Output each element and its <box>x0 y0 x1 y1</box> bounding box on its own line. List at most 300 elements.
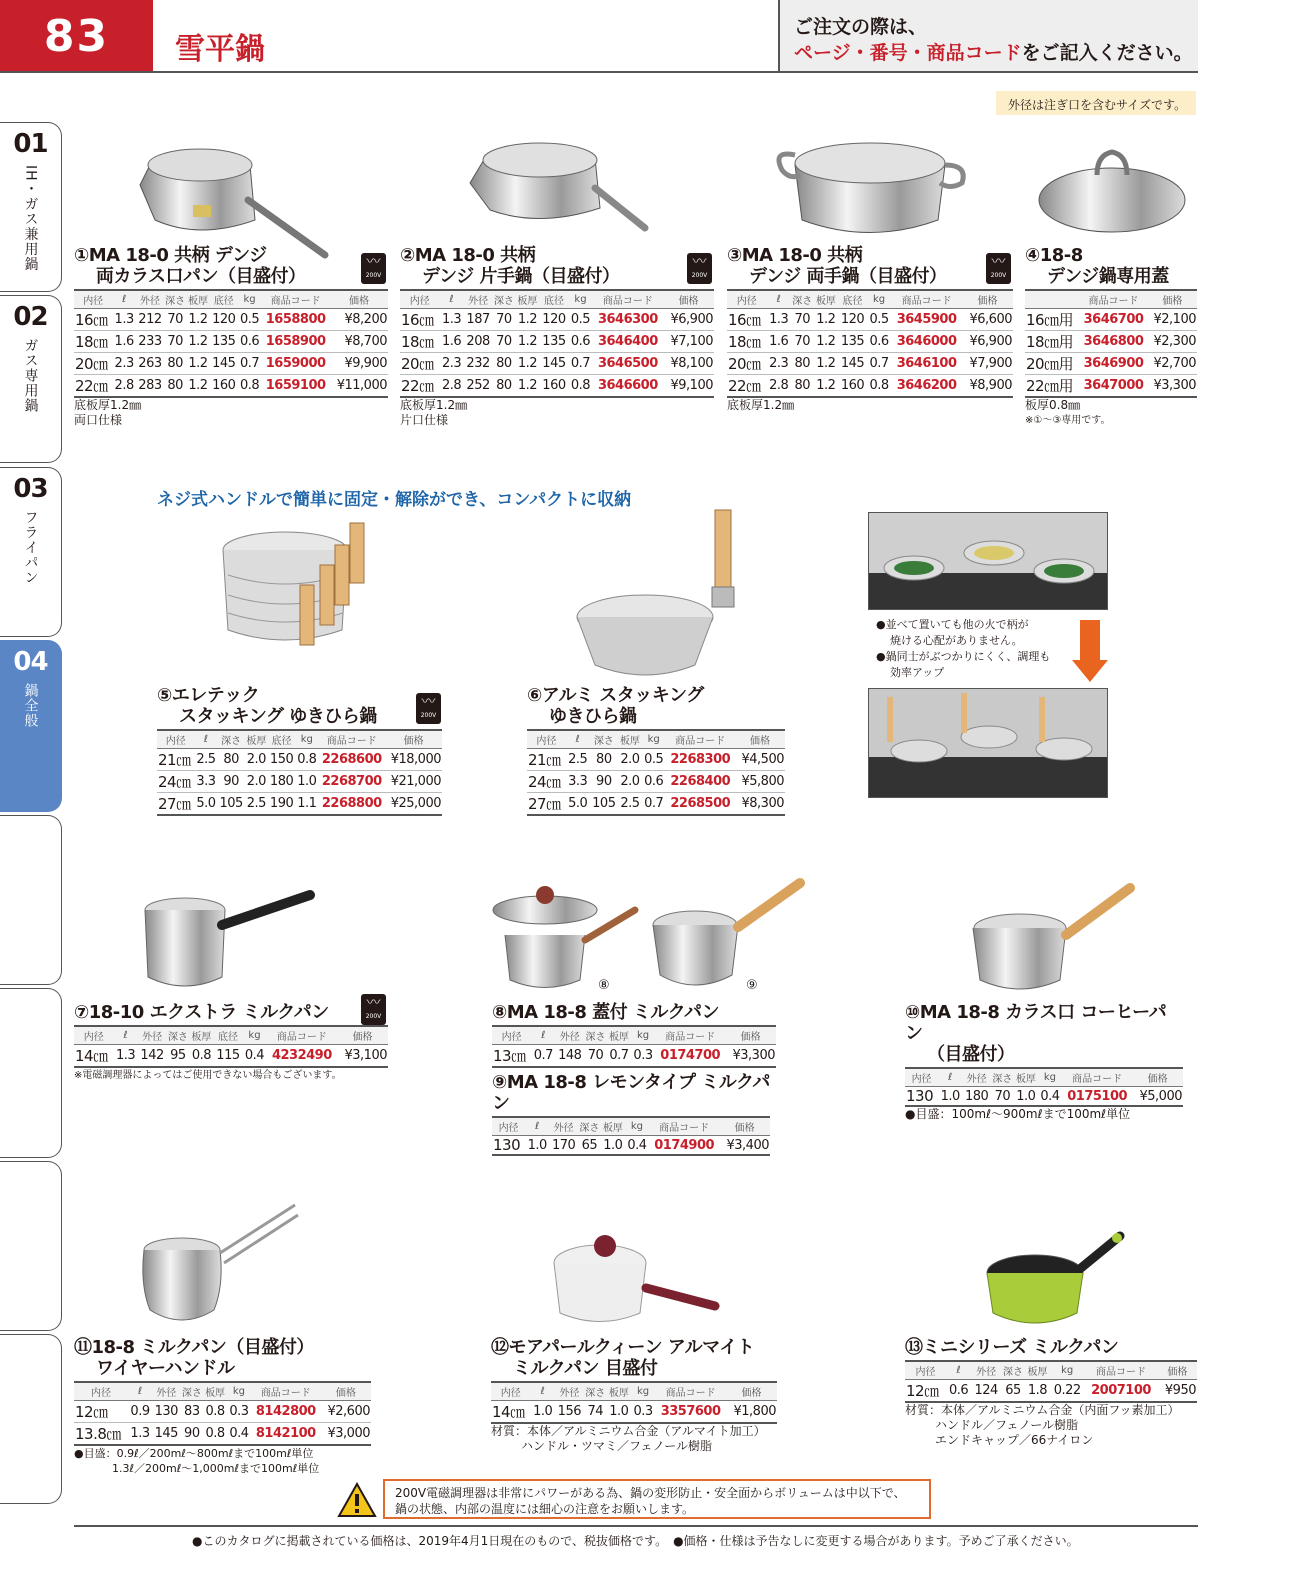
spec-cell: 283 <box>136 375 164 398</box>
product-note: ハンドル／フェノール樹脂 <box>935 1418 1079 1432</box>
size-cell: 18㎝ <box>74 331 112 353</box>
spec-cell: 0.3 <box>631 1045 655 1068</box>
spec-cell: 2.3 <box>767 353 791 375</box>
product-code-cell: 1659000 <box>261 353 330 375</box>
price-cell: ¥5,000 <box>1132 1087 1183 1107</box>
column-header: 価格 <box>1158 1361 1197 1380</box>
column-header: 外径 <box>549 1117 578 1136</box>
column-header: 内径 <box>157 730 195 749</box>
column-header: 板厚 <box>245 730 268 749</box>
200v-badge <box>361 994 386 1025</box>
column-header: 価格 <box>735 730 785 749</box>
spec-cell: 2.0 <box>618 749 642 771</box>
column-header: 板厚 <box>186 290 210 309</box>
column-header: 内径 <box>905 1361 946 1380</box>
table-header-row <box>1025 290 1197 309</box>
size-cell: 18㎝ <box>727 331 767 353</box>
product-name-line2: ワイヤーハンドル <box>96 1358 235 1379</box>
product-code-cell: 2268800 <box>318 793 385 816</box>
size-cell: 13.8㎝ <box>74 1423 128 1446</box>
spec-cell: 0.8 <box>203 1401 227 1423</box>
column-header: 深さ <box>217 730 244 749</box>
product-name-line2: ゆきひら鍋 <box>549 706 637 727</box>
product-image-6 <box>575 505 750 680</box>
column-header: 板厚 <box>1025 1361 1050 1380</box>
column-header: kg <box>625 1117 649 1136</box>
column-header: 価格 <box>663 290 714 309</box>
table-row <box>527 771 785 793</box>
column-header: ℓ <box>525 1117 549 1136</box>
size-cell: 20㎝ <box>74 353 112 375</box>
column-header: 価格 <box>719 1117 770 1136</box>
product-code-cell: 1659100 <box>261 375 330 398</box>
product-image-1 <box>130 125 330 265</box>
table-row <box>727 375 1013 398</box>
product-code-cell: 1658800 <box>261 309 330 331</box>
column-header: 商品コード <box>1084 1361 1157 1380</box>
spec-table <box>74 1025 388 1068</box>
spec-cell: 1.2 <box>186 353 210 375</box>
spec-cell: 80 <box>164 375 186 398</box>
size-cell: 22㎝ <box>727 375 767 398</box>
column-header: ℓ <box>112 290 136 309</box>
spec-cell: 180 <box>268 771 295 793</box>
price-cell: ¥6,900 <box>663 309 714 331</box>
product-name-line1: ⑤エレテック <box>157 685 260 706</box>
size-cell: 12㎝ <box>905 1380 946 1403</box>
product-image-3 <box>770 125 970 240</box>
product-name-line1: ①MA 18-0 共柄 デンジ <box>74 245 267 266</box>
sidebar-tab-04[interactable] <box>0 640 62 812</box>
product-name-line1: ②MA 18-0 共柄 <box>400 245 536 266</box>
usage-note: ●鍋同士がぶつかりにくく、調理も <box>876 650 1051 663</box>
column-header: 内径 <box>492 1026 531 1045</box>
order-note-line2 <box>794 40 1198 66</box>
table-header-row <box>905 1361 1197 1380</box>
product-image-10 <box>970 880 1135 998</box>
200v-badge <box>416 693 441 724</box>
product-code-cell: 3357600 <box>655 1401 726 1424</box>
product-code-cell: 8142800 <box>251 1401 321 1423</box>
product-code-cell: 3646900 <box>1079 353 1147 375</box>
product-code-cell: 2268300 <box>666 749 735 771</box>
spec-cell: 1.6 <box>439 331 463 353</box>
column-header: kg <box>238 290 262 309</box>
spec-cell: 1.3 <box>113 1045 137 1068</box>
spec-cell: 0.4 <box>242 1045 266 1068</box>
column-header: 外径 <box>962 1068 991 1087</box>
column-header: 内径 <box>74 290 112 309</box>
spec-cell: 160 <box>838 375 867 398</box>
product-note: ●目盛：0.9ℓ／200mℓ～800mℓまで100mℓ単位 <box>74 1447 314 1460</box>
spec-cell: 0.3 <box>227 1401 251 1423</box>
sidebar-tab-01[interactable] <box>0 122 62 292</box>
size-cell: 27㎝ <box>527 793 566 816</box>
sidebar-tab-03[interactable] <box>0 467 62 637</box>
spec-cell: 0.7 <box>642 793 666 816</box>
column-header: 価格 <box>321 1382 371 1401</box>
table-header-row <box>74 1026 388 1045</box>
column-header: ℓ <box>566 730 590 749</box>
table-header-row <box>400 290 714 309</box>
spec-cell: 156 <box>555 1401 584 1424</box>
spec-cell: 145 <box>540 353 569 375</box>
product-code-cell: 3645900 <box>891 309 962 331</box>
product-code-cell: 3647000 <box>1079 375 1147 398</box>
table-row <box>400 375 714 398</box>
product-name-line1: ③MA 18-0 共柄 <box>727 245 863 266</box>
order-note-line1: ご注文の際は、 <box>794 16 928 38</box>
product-image-4 <box>1035 140 1190 240</box>
spec-cell: 1.0 <box>525 1136 549 1156</box>
product-13 <box>905 1337 1197 1448</box>
200v-badge <box>361 253 386 284</box>
spec-cell: 150 <box>268 749 295 771</box>
spec-cell: 1.3 <box>439 309 463 331</box>
price-cell: ¥8,200 <box>330 309 388 331</box>
spec-cell: 0.5 <box>568 309 592 331</box>
column-header: 板厚 <box>189 1026 213 1045</box>
spec-cell: 190 <box>268 793 295 816</box>
product-note: 材質：本体／アルミニウム合金（内面フッ素加工） <box>905 1403 1180 1417</box>
column-header: ℓ <box>938 1068 962 1087</box>
product-name <box>727 245 1014 287</box>
price-cell: ¥2,700 <box>1148 353 1197 375</box>
spec-cell: 70 <box>164 309 186 331</box>
column-header: 底径 <box>268 730 295 749</box>
spec-cell: 83 <box>181 1401 204 1423</box>
size-cell: 20㎝ <box>727 353 767 375</box>
product-8 <box>492 1002 776 1068</box>
price-cell: ¥4,500 <box>735 749 785 771</box>
product-9 <box>492 1072 770 1156</box>
spec-cell: 105 <box>590 793 618 816</box>
size-cell: 20㎝用 <box>1025 353 1079 375</box>
spec-cell: 0.5 <box>642 749 666 771</box>
product-3 <box>727 245 1014 413</box>
column-header: kg <box>642 730 666 749</box>
usage-photo-2 <box>868 688 1108 798</box>
spec-cell: 1.2 <box>186 331 210 353</box>
spec-table <box>492 1025 776 1068</box>
spec-cell: 263 <box>136 353 164 375</box>
spec-cell: 1.2 <box>814 375 838 398</box>
spec-cell: 80 <box>493 375 516 398</box>
spec-cell: 0.4 <box>625 1136 649 1156</box>
price-cell: ¥11,000 <box>330 375 388 398</box>
column-header: ℓ <box>195 730 218 749</box>
spec-cell: 80 <box>217 749 244 771</box>
column-header: 深さ <box>1001 1361 1025 1380</box>
spec-cell: 0.5 <box>238 309 262 331</box>
sidebar-tab-empty-6[interactable] <box>0 988 62 1158</box>
spec-cell: 70 <box>991 1087 1014 1107</box>
spec-cell: 2.5 <box>195 749 218 771</box>
column-header: 深さ <box>164 290 186 309</box>
spec-cell: 105 <box>217 793 244 816</box>
sidebar-tab-label: ガス専用鍋 <box>22 338 39 413</box>
spec-cell: 90 <box>217 771 244 793</box>
price-cell: ¥21,000 <box>385 771 442 793</box>
column-header: 価格 <box>1148 290 1197 309</box>
column-header: 板厚 <box>607 1026 631 1045</box>
arrow-down-icon <box>1072 620 1108 682</box>
spec-cell: 65 <box>578 1136 601 1156</box>
product-name-line1: ④18-8 <box>1025 245 1083 266</box>
spec-cell: 0.8 <box>189 1045 213 1068</box>
spec-cell: 1.2 <box>515 309 539 331</box>
spec-cell: 0.8 <box>203 1423 227 1446</box>
column-header: kg <box>1038 1068 1062 1087</box>
product-code-cell: 3646200 <box>891 375 962 398</box>
spec-cell: 1.0 <box>607 1401 631 1424</box>
column-header: 板厚 <box>515 290 539 309</box>
warning-line1: 200V電磁調理器は非常にパワーがある為、鍋の変形防止・安全面からボリュームは中以下で、 <box>395 1486 906 1500</box>
spec-cell: 80 <box>791 353 814 375</box>
column-header: ℓ <box>531 1026 555 1045</box>
sidebar-tab-empty-5[interactable] <box>0 815 62 985</box>
table-row <box>400 331 714 353</box>
column-header: 底径 <box>540 290 569 309</box>
200v-label: 200V <box>691 272 708 279</box>
spec-cell: 2.5 <box>618 793 642 816</box>
product-10 <box>905 1002 1183 1122</box>
product-code-cell: 0175100 <box>1062 1087 1132 1107</box>
price-cell: ¥950 <box>1158 1380 1197 1403</box>
spec-table <box>74 1381 371 1446</box>
table-header-row <box>727 290 1013 309</box>
price-cell: ¥7,100 <box>663 331 714 353</box>
product-2 <box>400 245 715 428</box>
column-header: 内径 <box>74 1382 128 1401</box>
table-row <box>492 1136 770 1156</box>
price-cell: ¥9,900 <box>330 353 388 375</box>
column-header: 外径 <box>464 290 493 309</box>
usage-notes <box>876 617 1050 681</box>
product-note: 1.3ℓ／200mℓ～1,000mℓまで100mℓ単位 <box>112 1462 320 1475</box>
spec-cell: 1.0 <box>1014 1087 1038 1107</box>
column-header: 外径 <box>138 1026 167 1045</box>
usage-note: ●並べて置いても他の火で柄が <box>876 618 1029 631</box>
column-header: 外径 <box>555 1026 584 1045</box>
product-5 <box>157 685 442 816</box>
column-header: ℓ <box>767 290 791 309</box>
product-name <box>905 1002 1183 1065</box>
spec-table <box>727 289 1013 398</box>
product-code-cell: 3646500 <box>593 353 664 375</box>
product-image-9 <box>650 875 805 995</box>
product-code-cell: 2268700 <box>318 771 385 793</box>
price-cell: ¥7,900 <box>962 353 1013 375</box>
column-header: 板厚 <box>618 730 642 749</box>
sidebar-tab-empty-8[interactable] <box>0 1334 62 1504</box>
table-row <box>527 749 785 771</box>
sidebar-tab-02[interactable] <box>0 295 62 463</box>
induction-icon: 〰 <box>421 694 436 710</box>
200v-label: 200V <box>990 272 1007 279</box>
column-header: ℓ <box>439 290 463 309</box>
spec-cell: 80 <box>493 353 516 375</box>
column-header: kg <box>295 730 318 749</box>
product-code-cell: 0174900 <box>649 1136 719 1156</box>
column-header: 価格 <box>726 1382 777 1401</box>
spec-table <box>492 1116 770 1156</box>
product-note: 底板厚1.2㎜ <box>727 398 795 412</box>
price-cell: ¥3,100 <box>337 1045 388 1068</box>
spec-cell: 1.2 <box>814 309 838 331</box>
induction-icon: 〰 <box>991 254 1006 270</box>
price-cell: ¥25,000 <box>385 793 442 816</box>
column-header: 内径 <box>727 290 767 309</box>
product-code-cell: 3646800 <box>1079 331 1147 353</box>
column-header: 深さ <box>578 1117 601 1136</box>
page-number: 83 <box>0 0 153 73</box>
price-cell: ¥3,000 <box>321 1423 371 1446</box>
product-note: 底板厚1.2㎜ <box>74 398 142 412</box>
spec-cell: 2.0 <box>618 771 642 793</box>
table-row <box>1025 331 1197 353</box>
spec-cell: 120 <box>838 309 867 331</box>
column-header: kg <box>242 1026 266 1045</box>
size-cell: 16㎝用 <box>1025 309 1079 331</box>
column-header: 内径 <box>492 1117 525 1136</box>
product-code-cell: 1658900 <box>261 331 330 353</box>
size-cell: 24㎝ <box>527 771 566 793</box>
spec-table <box>491 1381 777 1424</box>
size-cell: 18㎝用 <box>1025 331 1079 353</box>
product-code-cell: 4232490 <box>267 1045 338 1068</box>
product-note: ハンドル・ツマミ／フェノール樹脂 <box>521 1439 713 1453</box>
spec-cell: 0.4 <box>1038 1087 1062 1107</box>
spec-cell: 0.6 <box>642 771 666 793</box>
spec-cell: 130 <box>152 1401 181 1423</box>
spec-cell: 145 <box>838 353 867 375</box>
spec-cell: 233 <box>136 331 164 353</box>
200v-badge <box>986 253 1011 284</box>
product-name-line1: ⑬ミニシリーズ ミルクパン <box>905 1337 1119 1358</box>
200v-label: 200V <box>420 712 437 719</box>
spec-table <box>905 1360 1197 1403</box>
usage-photo-1 <box>868 512 1108 610</box>
spec-cell: 0.9 <box>128 1401 152 1423</box>
product-name-line2: デンジ 片手鍋（目盛付） <box>422 266 620 287</box>
product-name <box>1025 245 1197 287</box>
product-12 <box>491 1337 777 1454</box>
column-header <box>1025 290 1079 309</box>
size-cell: 16㎝ <box>400 309 439 331</box>
product-code-cell: 2268400 <box>666 771 735 793</box>
table-row <box>905 1087 1183 1107</box>
price-cell: ¥3,400 <box>719 1136 770 1156</box>
spec-cell: 135 <box>838 331 867 353</box>
sidebar-tab-number: 04 <box>13 647 48 677</box>
spec-cell: 0.6 <box>238 331 262 353</box>
spec-cell: 145 <box>210 353 238 375</box>
spec-cell: 2.5 <box>245 793 268 816</box>
column-header: 深さ <box>791 290 814 309</box>
product-7 <box>74 995 389 1083</box>
spec-cell: 2.3 <box>439 353 463 375</box>
price-cell: ¥2,300 <box>1148 331 1197 353</box>
column-header: 商品コード <box>318 730 385 749</box>
spec-cell: 1.2 <box>814 353 838 375</box>
product-name-line2: デンジ鍋専用蓋 <box>1047 266 1169 287</box>
spec-cell: 0.6 <box>867 331 891 353</box>
column-header: ℓ <box>531 1382 555 1401</box>
size-cell: 13㎝ <box>492 1045 531 1068</box>
column-header: 外径 <box>971 1361 1001 1380</box>
spec-cell: 124 <box>971 1380 1001 1403</box>
table-header-row <box>527 730 785 749</box>
spec-cell: 180 <box>962 1087 991 1107</box>
product-name-line2: スタッキング ゆきひら鍋 <box>179 706 377 727</box>
order-note-red: ページ・番号・商品コード <box>794 42 1022 64</box>
sidebar-tab-empty-7[interactable] <box>0 1161 62 1331</box>
spec-cell: 2.8 <box>112 375 136 398</box>
spec-table <box>74 289 388 398</box>
product-code-cell: 3646100 <box>891 353 962 375</box>
size-cell: 24㎝ <box>157 771 195 793</box>
spec-cell: 0.7 <box>607 1045 631 1068</box>
table-row <box>74 1401 371 1423</box>
sidebar-tab-label: IH・ガス兼用鍋 <box>22 165 39 272</box>
spec-cell: 170 <box>549 1136 578 1156</box>
warning-icon <box>337 1482 377 1518</box>
column-header: 深さ <box>493 290 516 309</box>
sidebar-tab-number: 01 <box>13 129 48 159</box>
spec-cell: 135 <box>540 331 569 353</box>
order-note-rest: をご記入ください。 <box>1021 42 1193 64</box>
size-cell: 14㎝ <box>491 1401 531 1424</box>
product-name-line2: （目盛付） <box>927 1044 1015 1065</box>
table-row <box>157 771 442 793</box>
marker-8: ⑧ <box>598 978 610 993</box>
spec-cell: 187 <box>464 309 493 331</box>
price-cell: ¥8,100 <box>663 353 714 375</box>
table-row <box>74 1423 371 1446</box>
product-name-line1: ⑦18-10 エクストラ ミルクパン <box>74 1002 329 1023</box>
price-cell: ¥2,100 <box>1148 309 1197 331</box>
column-header: ℓ <box>946 1361 971 1380</box>
product-note: 両口仕様 <box>74 413 123 427</box>
spec-cell: 3.3 <box>195 771 218 793</box>
spec-cell: 135 <box>210 331 238 353</box>
product-name-line2: ミルクパン 目盛付 <box>513 1358 658 1379</box>
spec-cell: 70 <box>791 331 814 353</box>
price-cell: ¥5,800 <box>735 771 785 793</box>
column-header: 商品コード <box>267 1026 338 1045</box>
column-header: 商品コード <box>655 1382 726 1401</box>
spec-cell: 0.7 <box>238 353 262 375</box>
product-note: 片口仕様 <box>400 413 449 427</box>
column-header: kg <box>1050 1361 1084 1380</box>
table-row <box>74 353 388 375</box>
spec-cell: 0.4 <box>227 1423 251 1446</box>
table-row <box>727 309 1013 331</box>
column-header: kg <box>227 1382 251 1401</box>
spec-cell: 252 <box>464 375 493 398</box>
column-header: ℓ <box>128 1382 152 1401</box>
spec-cell: 160 <box>210 375 238 398</box>
column-header: 内径 <box>491 1382 531 1401</box>
outer-diameter-note: 外径は注ぎ口を含むサイズです。 <box>996 91 1196 115</box>
column-header: 内径 <box>74 1026 113 1045</box>
spec-table <box>157 729 442 816</box>
sidebar-tab-label: 鍋全般 <box>22 683 39 728</box>
spec-cell: 70 <box>164 331 186 353</box>
product-name-line1: ⑧MA 18-8 蓋付 ミルクパン <box>492 1002 719 1023</box>
spec-cell: 1.3 <box>767 309 791 331</box>
